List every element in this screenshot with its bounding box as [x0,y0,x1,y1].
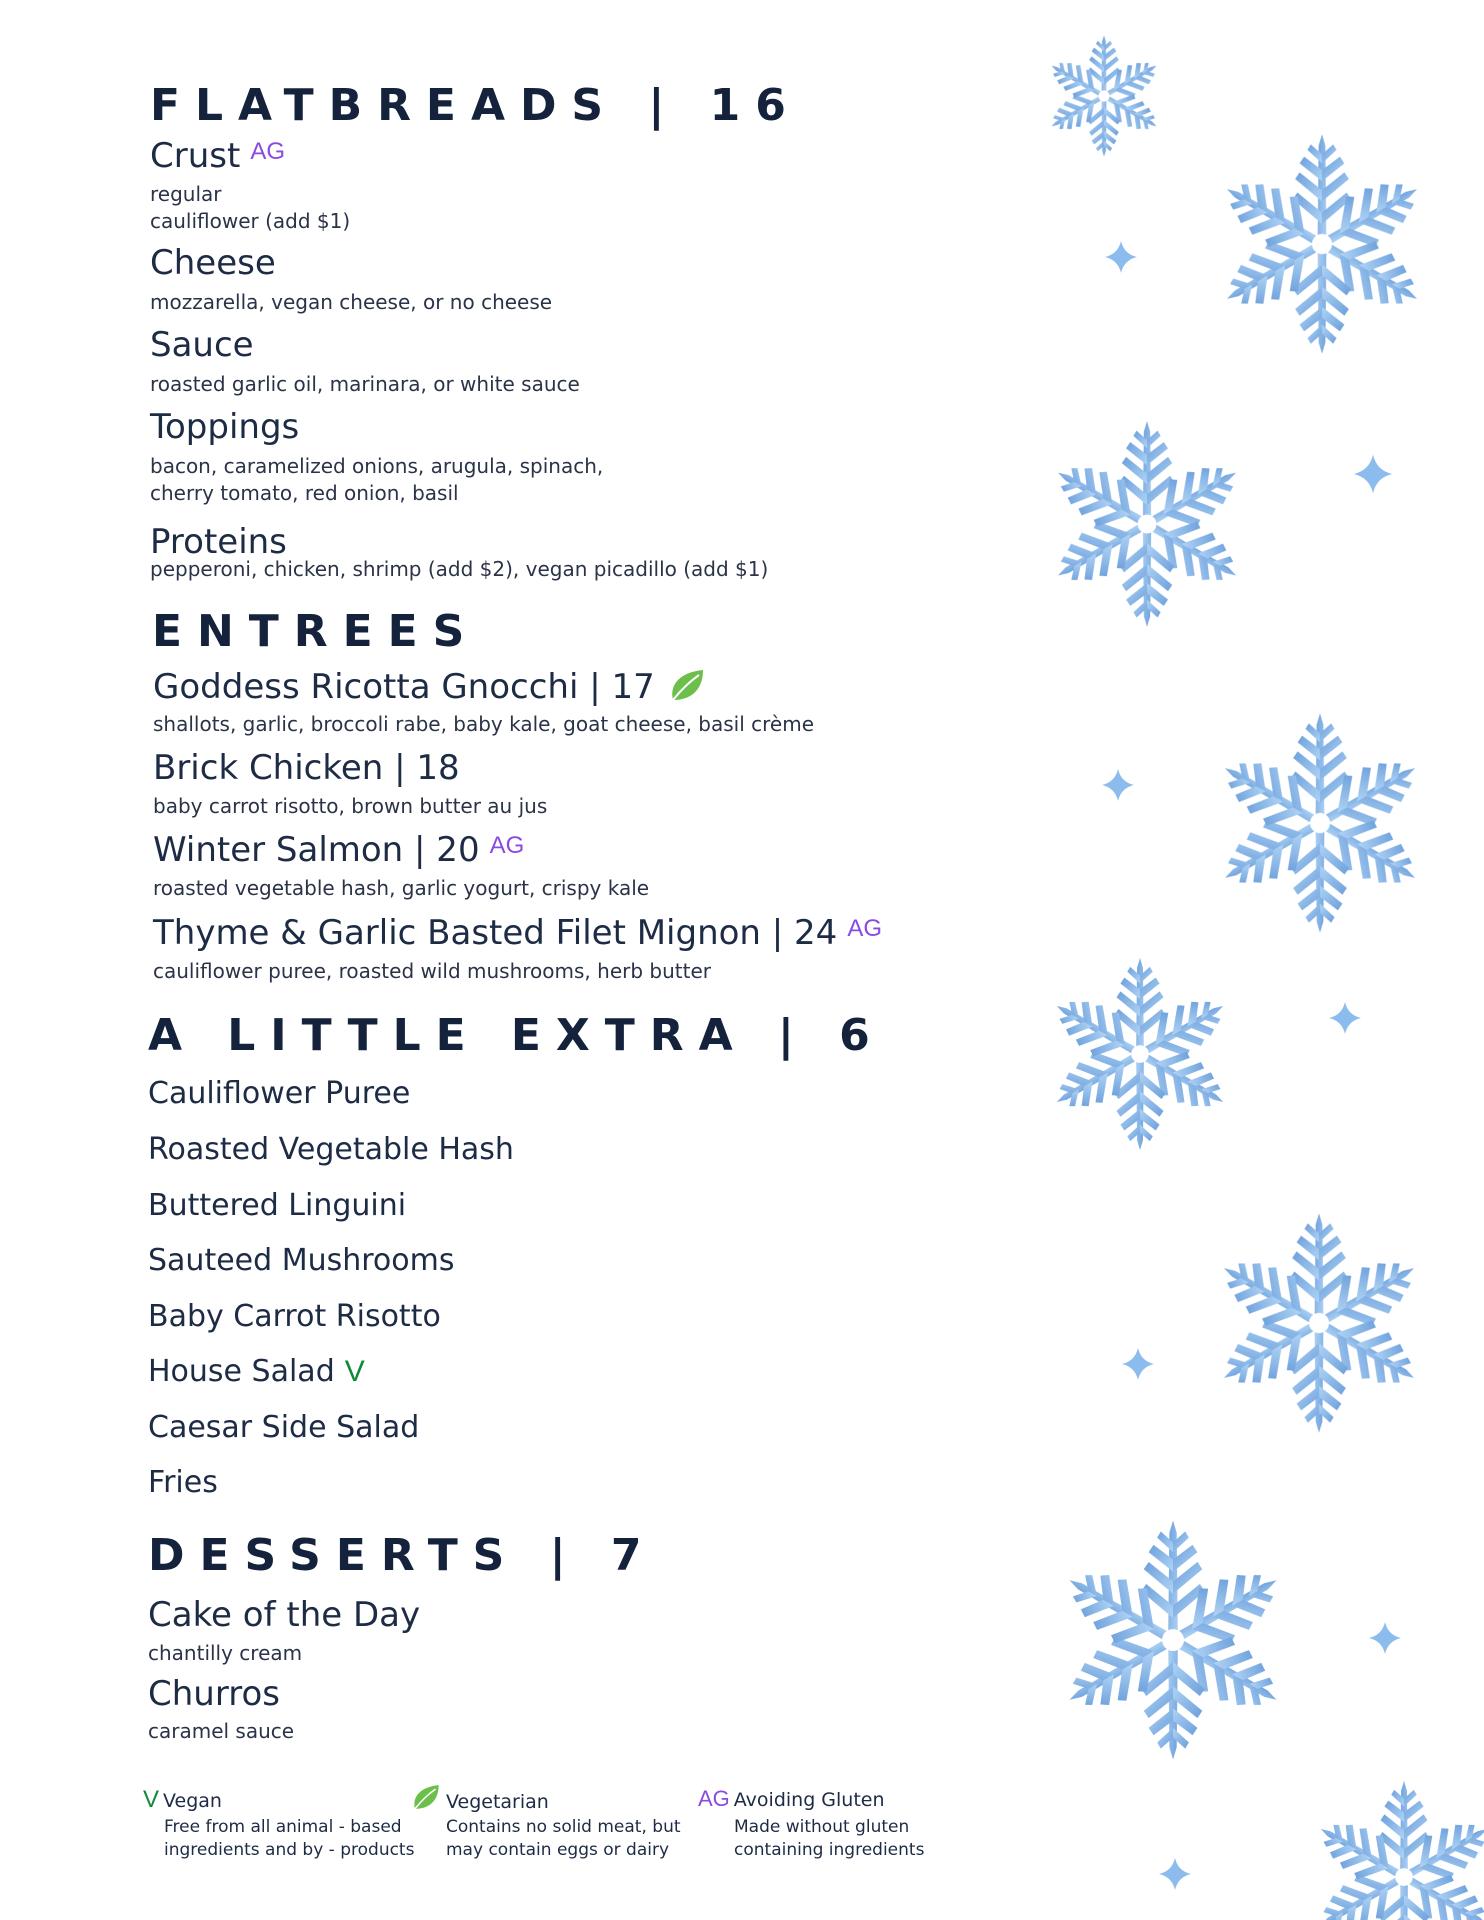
crust-option-regular: regular [150,182,222,206]
ag-mark: AG [698,1786,730,1811]
sauce-desc: roasted garlic oil, marinara, or white sauce [150,372,580,396]
legend-gluten-desc-1: Made without gluten [734,1817,910,1837]
snowflake-icon [1043,35,1164,157]
snowflake-icon [1044,958,1236,1150]
extra-item-label: House Salad [148,1354,335,1389]
sparkle-icon [1105,241,1137,273]
legend-vegan-title: Vegan [163,1790,222,1812]
sparkle-icon [1159,1858,1191,1890]
cheese-heading: Cheese [150,243,276,283]
toppings-heading: Toppings [150,407,300,447]
entree-filet-desc: cauliflower puree, roasted wild mushrooms, herb butter [153,959,711,983]
snowflake-icon [1054,1520,1293,1759]
crust-label: Crust [150,136,241,176]
entrees-title: ENTREES [152,606,480,657]
sauce-heading: Sauce [150,325,254,365]
snowflake-icon [1209,1213,1428,1433]
sparkle-icon [1369,1622,1401,1654]
legend-vegetarian-desc-2: may contain eggs or dairy [446,1840,670,1860]
crust-option-cauliflower: cauliflower (add $1) [150,209,351,233]
sparkle-icon [1354,455,1392,493]
legend-vegan-desc-1: Free from all animal - based [164,1817,402,1837]
entree-salmon-desc: roasted vegetable hash, garlic yogurt, crispy kale [153,876,650,900]
sparkle-icon [1329,1002,1361,1034]
ag-badge: AG [847,915,882,942]
dessert-churros-desc: caramel sauce [148,1719,295,1743]
ag-badge: AG [489,832,525,859]
entree-gnocchi-desc: shallots, garlic, broccoli rabe, baby kale, goat cheese, basil crème [153,712,815,736]
snowflake-icon [1210,713,1429,933]
proteins-heading: Proteins [150,522,287,562]
sparkle-icon [1122,1348,1154,1380]
legend-gluten-desc-2: containing ingredients [734,1840,925,1860]
dessert-cake-name: Cake of the Day [148,1595,421,1635]
vegan-mark: V [143,1786,160,1813]
legend-vegan-desc-2: ingredients and by - products [164,1840,415,1860]
proteins-desc: pepperoni, chicken, shrimp (add $2), vegan picadillo (add $1) [150,557,769,581]
toppings-desc-line-2: cherry tomato, red onion, basil [150,481,459,505]
dessert-cake-desc: chantilly cream [148,1641,303,1665]
entree-salmon-label: Winter Salmon | 20 [153,830,480,870]
dessert-churros-name: Churros [148,1674,280,1714]
extra-item: Baby Carrot Risotto [148,1299,441,1334]
entree-chicken-desc: baby carrot risotto, brown butter au jus [153,794,548,818]
desserts-title: DESSERTS | 7 [148,1530,657,1581]
cheese-desc: mozzarella, vegan cheese, or no cheese [150,290,553,314]
sparkle-icon [1102,769,1134,801]
legend-vegetarian-desc-1: Contains no solid meat, but [446,1817,681,1837]
flatbreads-title: FLATBREADS | 16 [150,80,801,131]
extra-item: Roasted Vegetable Hash [148,1132,514,1167]
legend-gluten-title: Avoiding Gluten [733,1789,885,1811]
toppings-desc-line-1: bacon, caramelized onions, arugula, spinach, [150,454,604,478]
vegan-badge: V [344,1355,365,1388]
extra-item: Fries [148,1465,218,1500]
extra-item: Buttered Linguini [148,1188,407,1223]
entree-gnocchi-label: Goddess Ricotta Gnocchi | 17 [153,667,655,707]
legend-vegetarian-title: Vegetarian [446,1791,549,1813]
entree-chicken-name: Brick Chicken | 18 [153,748,460,788]
extras-title: A LITTLE EXTRA | 6 [148,1010,885,1061]
snowflake-icon [1308,1781,1484,1920]
ag-badge: AG [250,138,285,165]
snowflake-icon [1212,134,1431,354]
snowflake-icon [1044,421,1250,627]
extra-item: Sauteed Mushrooms [148,1243,455,1278]
extra-item: Cauliflower Puree [148,1076,411,1111]
extra-item: Caesar Side Salad [148,1410,420,1445]
entree-filet-label: Thyme & Garlic Basted Filet Mignon | 24 [153,913,838,953]
